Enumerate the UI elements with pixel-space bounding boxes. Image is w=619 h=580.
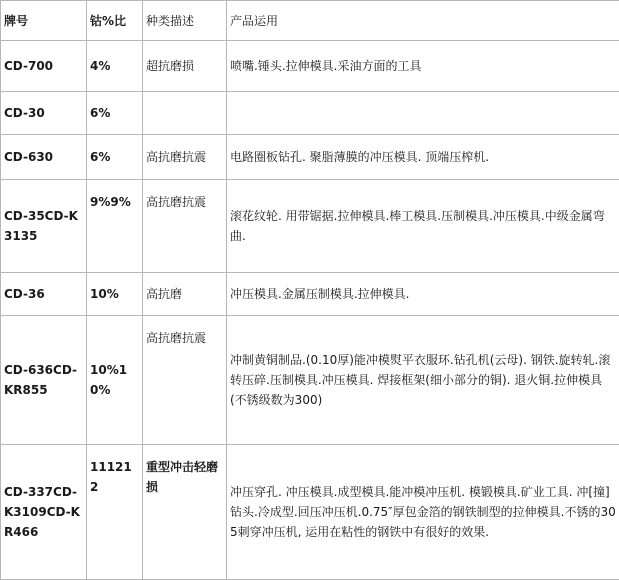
cobalt-cell: 10%10% (87, 316, 143, 445)
use-cell: 冲压穿孔. 冲压模具.成型模具.能冲模冲压机. 模锻模具.矿业工具. 冲[撞]钻头.冷成型.回压冲压机.0.75″厚包金箔的钢铁制型的拉伸模具.不锈的305刺穿冲压机, 运用在粘性的钢铁中有很好的效果. (227, 445, 619, 580)
use-cell: 滚花纹轮. 用带锯据.拉伸模具.棒工模具.压制模具.冲压模具.中级金属弯曲. (227, 180, 619, 273)
use-cell (227, 92, 619, 135)
table-row (1, 180, 619, 273)
kind-cell: 高抗磨抗震 (143, 180, 227, 273)
table-row (1, 92, 619, 135)
use-cell: 冲压模具.金属压制模具.拉伸模具. (227, 273, 619, 316)
use-cell: 冲制黄铜制品.(0.10厚)能冲模熨平衣服环.钻孔机(云母). 钢铁.旋转轧.滚转压碎.压制模具.冲压模具. 焊接框架(细小部分的铜). 退火铜.拉伸模具(不锈级数为300) (227, 316, 619, 445)
kind-cell: 高抗磨抗震 (143, 135, 227, 180)
kind-cell: 高抗磨抗震 (143, 316, 227, 445)
table-row (1, 445, 619, 580)
cobalt-cell: 6% (87, 92, 143, 135)
header-use: 产品运用 (227, 1, 619, 41)
header-kind: 种类描述 (143, 1, 227, 41)
kind-cell: 高抗磨 (143, 273, 227, 316)
grade-cell: CD-636CD-KR855 (1, 316, 87, 445)
table-row (1, 273, 619, 316)
cobalt-cell: 4% (87, 41, 143, 92)
header-grade: 牌号 (1, 1, 87, 41)
grade-cell: CD-36 (1, 273, 87, 316)
grade-cell: CD-630 (1, 135, 87, 180)
header-cobalt: 钴%比 (87, 1, 143, 41)
use-cell: 喷嘴.锤头.拉伸模具.采油方面的工具 (227, 41, 619, 92)
cobalt-cell: 111212 (87, 445, 143, 580)
table-row (1, 41, 619, 92)
kind-cell (143, 92, 227, 135)
grade-cell: CD-700 (1, 41, 87, 92)
table-header-row (1, 1, 619, 41)
cobalt-cell: 10% (87, 273, 143, 316)
table-row (1, 135, 619, 180)
grade-cell: CD-337CD-K3109CD-KR466 (1, 445, 87, 580)
use-cell: 电路圈板钻孔. 聚脂薄膜的冲压模具. 顶端压榨机. (227, 135, 619, 180)
grade-cell: CD-30 (1, 92, 87, 135)
table-row (1, 316, 619, 445)
cobalt-cell: 6% (87, 135, 143, 180)
kind-cell: 超抗磨损 (143, 41, 227, 92)
grade-cell: CD-35CD-K3135 (1, 180, 87, 273)
kind-cell: 重型冲击轻磨损 (143, 445, 227, 580)
cobalt-cell: 9%9% (87, 180, 143, 273)
